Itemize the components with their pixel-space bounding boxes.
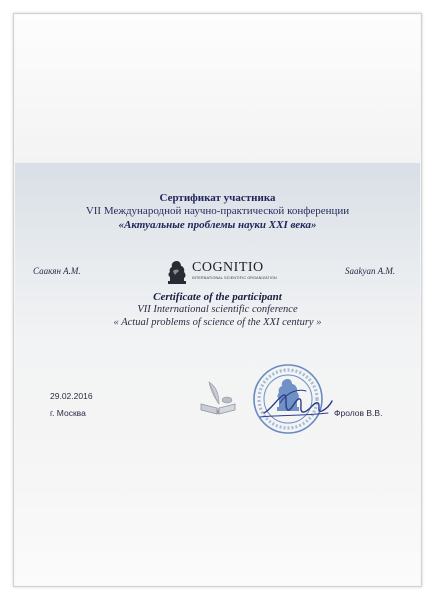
title-en: Certificate of the participant (153, 291, 282, 303)
logo-subtitle: INTERNATIONAL SCIENTIFIC ORGANIZATION (192, 276, 277, 280)
issue-city: г. Москва (50, 408, 86, 418)
signature-icon (258, 383, 336, 425)
thinker-icon (164, 259, 190, 285)
participant-name-en: Saakyan A.M. (345, 266, 396, 276)
topic-en: « Actual problems of science of the XXI century » (113, 317, 322, 328)
cognitio-logo (164, 258, 284, 288)
participant-name-ru: Саакян А.М. (33, 266, 81, 276)
top-margin (15, 15, 420, 163)
book-quill-icon (197, 378, 239, 416)
title-ru: Сертификат участника (159, 192, 276, 204)
conference-ru: VII Международной научно-практической конференции (85, 205, 350, 217)
bottom-margin (15, 458, 420, 585)
topic-ru: «Актуальные проблемы науки XXI века» (118, 219, 317, 231)
conference-en: VII International scientific conference (137, 304, 298, 315)
signer-name: Фролов В.В. (334, 408, 383, 418)
logo-name: COGNITIO (192, 260, 264, 275)
issue-date: 29.02.2016 (50, 391, 93, 401)
